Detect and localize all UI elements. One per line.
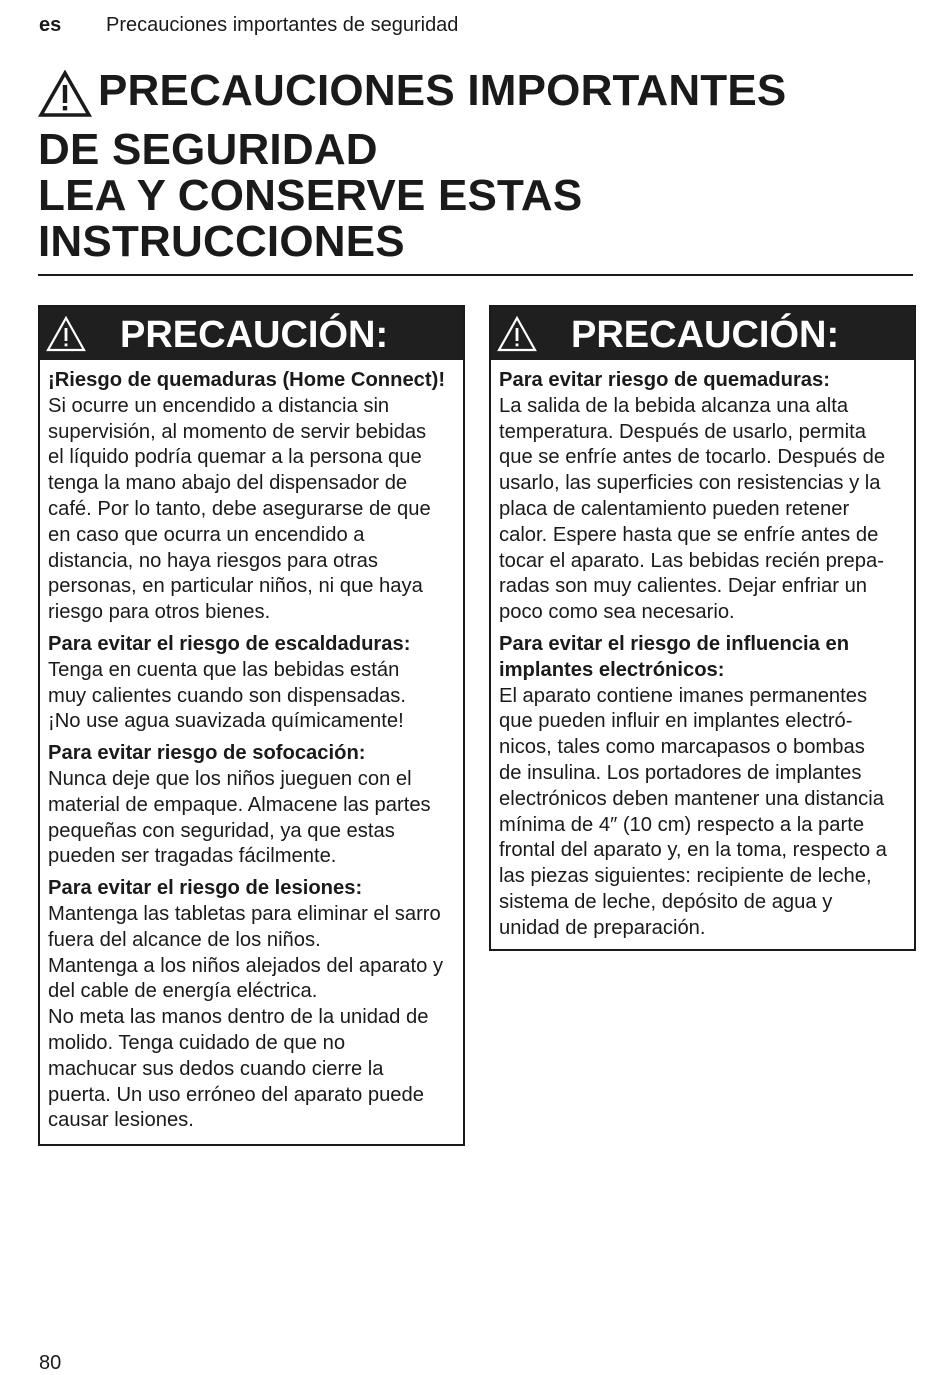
precaution-text-line: La salida de la bebida alcanza una alta bbox=[499, 394, 849, 417]
caution-box-header bbox=[491, 307, 914, 360]
precaution-text-line: Si ocurre un encendido a distancia sin bbox=[48, 394, 390, 417]
precaution-text-line: las piezas siguientes: recipiente de leche, bbox=[499, 865, 872, 888]
language-code: es bbox=[39, 14, 62, 36]
caution-box-body bbox=[40, 360, 463, 1134]
title-line-4: INSTRUCCIONES bbox=[38, 217, 405, 266]
precaution-text-line: usarlo, las superficies con resistencias y la bbox=[499, 472, 881, 495]
precaution-text-line: tocar el aparato. Las bebidas recién prepa- bbox=[499, 549, 884, 572]
precaution-text-line: supervisión, al momento de servir bebidas bbox=[48, 420, 427, 443]
title-line-2: DE SEGURIDAD bbox=[38, 125, 378, 174]
precaution-text-line: café. Por lo tanto, debe asegurarse de que bbox=[48, 497, 431, 520]
precaution-text-line: machucar sus dedos cuando cierre la bbox=[48, 1057, 384, 1080]
precaution-item bbox=[48, 368, 457, 626]
precaution-text-line: No meta las manos dentro de la unidad de bbox=[48, 1006, 429, 1029]
title-divider bbox=[38, 274, 913, 276]
precaution-text-line: material de empaque. Almacene las partes bbox=[48, 793, 431, 816]
precaution-text-line: frontal del aparato y, en la toma, respecto a bbox=[499, 839, 887, 862]
precaution-text-line: mínima de 4″ (10 cm) respecto a la parte bbox=[499, 813, 865, 836]
warning-triangle-icon bbox=[38, 70, 92, 127]
precaution-heading: Para evitar riesgo de quemaduras: bbox=[499, 369, 830, 391]
precaution-text-line: sistema de leche, depósito de agua y bbox=[499, 890, 833, 913]
precaution-text-line: muy calientes cuando son dispensadas. bbox=[48, 684, 406, 707]
precaution-item bbox=[499, 368, 908, 626]
precaution-text-line: Mantenga a los niños alejados del aparato y bbox=[48, 954, 444, 977]
precaution-text-line: personas, en particular niños, ni que haya bbox=[48, 575, 423, 598]
precaution-text-line: electrónicos deben mantener una distancia bbox=[499, 787, 884, 810]
precaution-text-line: pequeñas con seguridad, ya que estas bbox=[48, 819, 395, 842]
precaution-text-line: en caso que ocurra un encendido a bbox=[48, 523, 365, 546]
precaution-text-line: de insulina. Los portadores de implantes bbox=[499, 761, 862, 784]
precaution-text-line: unidad de preparación. bbox=[499, 916, 706, 939]
precaution-heading: ¡Riesgo de quemaduras (Home Connect)! bbox=[48, 369, 446, 391]
title-line-1: PRECAUCIONES IMPORTANTES bbox=[38, 68, 918, 127]
precaution-text-line: ¡No use agua suavizada químicamente! bbox=[48, 710, 404, 733]
caution-box-header bbox=[40, 307, 463, 360]
precaution-text-line: causar lesiones. bbox=[48, 1109, 194, 1132]
precaution-text-line: molido. Tenga cuidado de que no bbox=[48, 1031, 346, 1054]
caution-box-left bbox=[38, 305, 465, 1146]
precaution-text-line: radas son muy calientes. Dejar enfriar un bbox=[499, 575, 868, 598]
precaution-text-line: Nunca deje que los niños jueguen con el bbox=[48, 767, 412, 790]
precaution-text-line: que se enfríe antes de tocarlo. Después de bbox=[499, 446, 886, 469]
precaution-text-line: poco como sea necesario. bbox=[499, 601, 735, 624]
precaution-text-line: puerta. Un uso erróneo del aparato puede bbox=[48, 1083, 424, 1106]
precaution-text-line: placa de calentamiento pueden retener bbox=[499, 497, 850, 520]
precaution-text-line: del cable de energía eléctrica. bbox=[48, 980, 318, 1003]
precaution-item bbox=[48, 876, 457, 1134]
caution-label: PRECAUCIÓN: bbox=[120, 314, 389, 356]
precaution-text-line: temperatura. Después de usarlo, permita bbox=[499, 420, 866, 443]
precaution-text-line: pueden ser tragadas fácilmente. bbox=[48, 845, 337, 868]
precaution-text-line: el líquido podría quemar a la persona que bbox=[48, 446, 422, 469]
warning-triangle-icon bbox=[46, 316, 86, 357]
precaution-text-line: tenga la mano abajo del dispensador de bbox=[48, 472, 408, 495]
caution-label: PRECAUCIÓN: bbox=[571, 314, 840, 356]
precaution-item bbox=[48, 741, 457, 870]
precaution-heading: Para evitar el riesgo de lesiones: bbox=[48, 877, 363, 900]
caution-box-right bbox=[489, 305, 916, 951]
precaution-text-line: que pueden influir en implantes electró- bbox=[499, 710, 853, 733]
precaution-item bbox=[499, 632, 908, 942]
precaution-text-line: calor. Espere hasta que se enfríe antes de bbox=[499, 523, 879, 546]
page-number: 80 bbox=[39, 1352, 62, 1374]
precaution-item bbox=[48, 632, 457, 735]
precaution-text-line: riesgo para otros bienes. bbox=[48, 601, 271, 624]
precaution-text-line: fuera del alcance de los niños. bbox=[48, 928, 321, 951]
precaution-text-line: El aparato contiene imanes permanentes bbox=[499, 684, 868, 707]
precaution-text-line: nicos, tales como marcapasos o bombas bbox=[499, 736, 865, 759]
running-header bbox=[39, 14, 459, 37]
caution-box-body bbox=[491, 360, 914, 942]
warning-triangle-icon bbox=[497, 316, 537, 357]
title-line-3: LEA Y CONSERVE ESTAS bbox=[38, 171, 583, 220]
page-title bbox=[38, 68, 918, 265]
precaution-heading: Para evitar el riesgo de escaldaduras: bbox=[48, 632, 411, 655]
precaution-text-line: Tenga en cuenta que las bebidas están bbox=[48, 658, 400, 681]
precaution-text-line: Mantenga las tabletas para eliminar el sarro bbox=[48, 902, 441, 925]
precaution-heading: Para evitar el riesgo de influencia en implantes electrónicos: bbox=[499, 632, 850, 681]
precaution-heading: Para evitar riesgo de sofocación: bbox=[48, 742, 366, 765]
section-title: Precauciones importantes de seguridad bbox=[106, 14, 459, 36]
precaution-text-line: distancia, no haya riesgos para otras bbox=[48, 549, 378, 572]
